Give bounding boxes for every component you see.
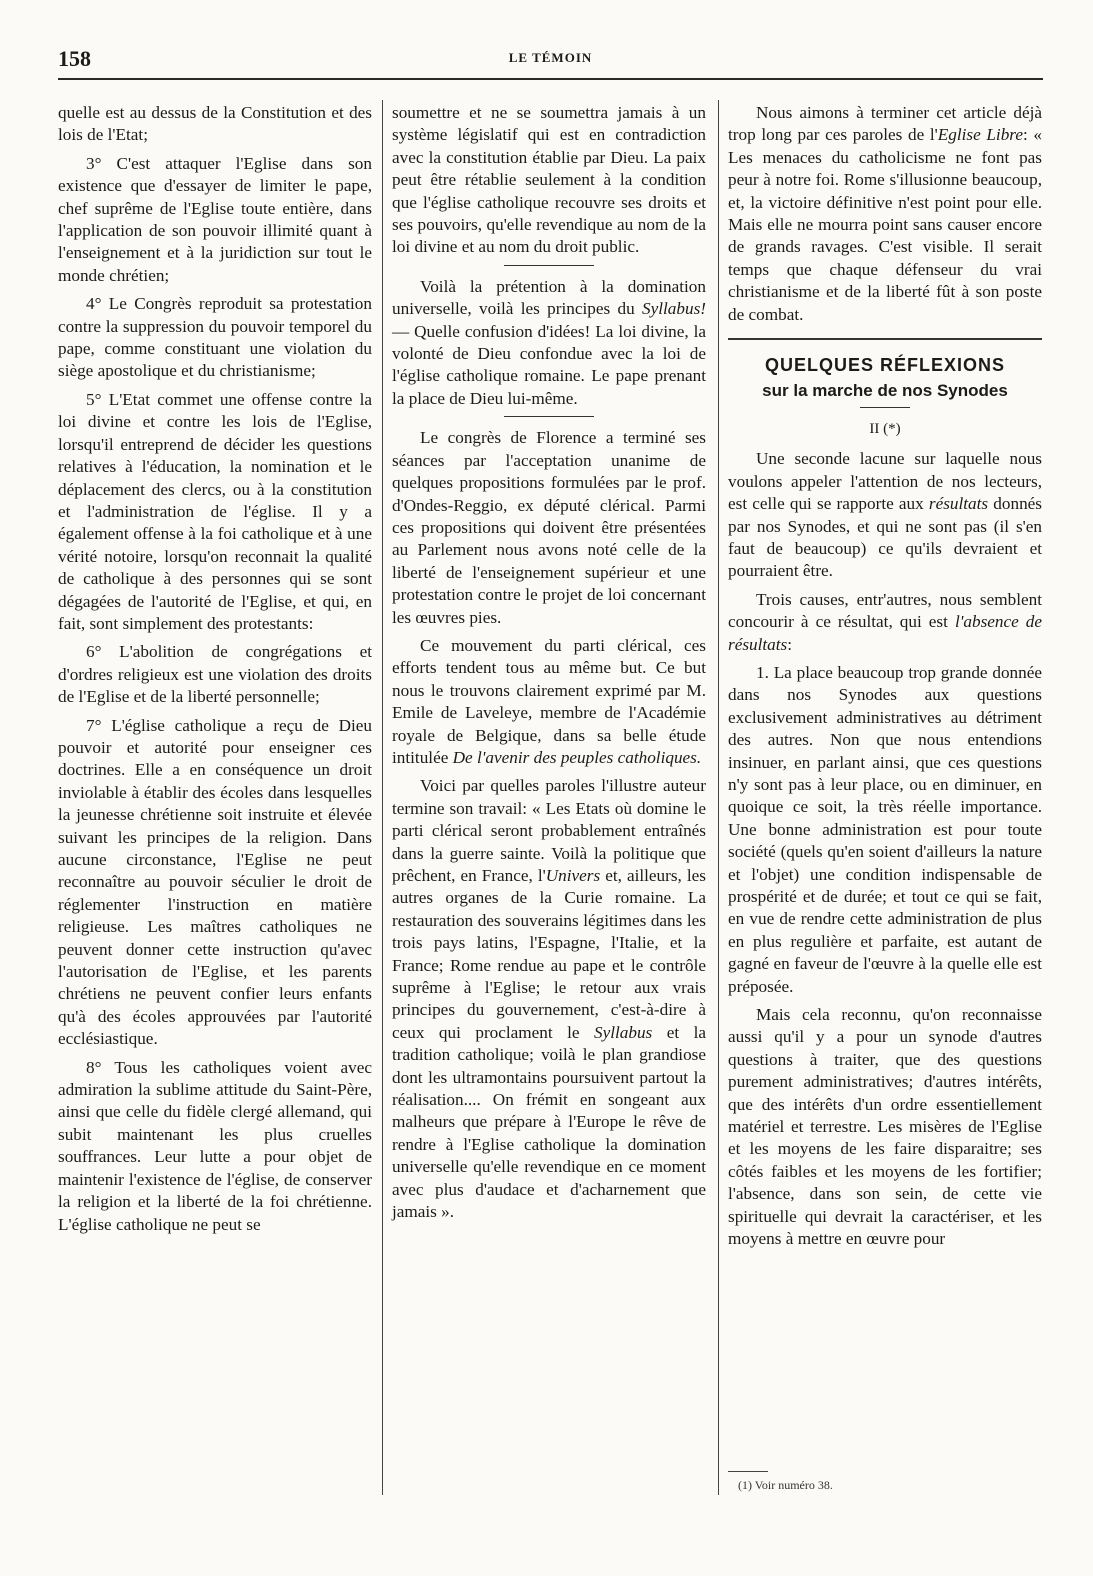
paragraph: Mais cela reconnu, qu'on reconnaisse aussi qu'il y a pour un synode d'autres questions à traiter, que des questions purement administratives; d'autres intérêts, que des intérêts d'un ordre essentiellement matériel et terrestre. Les misères de l'Eglise et les moyens de les faire disparaitre; ses côtés faibles et les moyens de les fortifier; l'absence, dans son sein, de cette vie spirituelle qui devrait la caractériser, et les moyens à mettre en œuvre pour (728, 1005, 1042, 1249)
paragraph: 1. La place beaucoup trop grande donnée dans nos Synodes aux questions exclusivement administratives au détriment des autres. Non que nous entendions insinuer, en parlant ainsi, que ces questions n'y sont pas à leur place, ou en diminuer, en quoique ce soit, la très réelle importance. Une bonne administration est pour toute société (quels qu'en soient d'ailleurs la nature et l'objet) une condition indispensable de prospérité et de durée; et tout ce qui se fait, en vue de rendre cette administration de plus en plus regulière et parfaite, est autant de gagné en faveur de l'œuvre à la quelle elle est préposée. (728, 662, 1042, 996)
column-3 (728, 102, 1042, 1257)
separator (504, 416, 594, 417)
paragraph: 4° Le Congrès reproduit sa protestation contre la suppression du pouvoir temporel du pape, comme constituant une violation du siège apostolique et du christianisme; (58, 294, 372, 381)
header-rule (58, 78, 1043, 80)
column-divider (382, 100, 383, 1495)
paragraph: soumettre et ne se soumettra jamais à un système législatif qui est en contradiction avec la constitution établie par Dieu. La paix peut être rétablie seulement à la condition que l'église catholique recouvre ses droits et ses pouvoirs, qu'elle revendique au nom de la loi divine et au nom du droit public. (392, 103, 706, 257)
paragraph: Le congrès de Florence a terminé ses séances par l'acceptation unanime de quelques propositions formulées par le prof. d'Ondes-Reggio, ex député clérical. Parmi ces propositions qui doivent être présentées au Parlement nous avons noté celle de la liberté de l'enseignement supérieur et une protestation contre le projet de loi concernant les œuvres pies. (392, 428, 706, 627)
section-rule (728, 338, 1042, 340)
section-subtitle: sur la marche de nos Synodes (762, 381, 1008, 401)
footnote: (1) Voir numéro 38. (738, 1478, 833, 1492)
column-2 (392, 102, 706, 1230)
separator (860, 407, 910, 408)
page-header (58, 44, 1043, 74)
page-number: 158 (58, 46, 91, 71)
paragraph: Trois causes, entr'autres, nous semblent concourir à ce résultat, qui est l'absence de résultats: (728, 589, 1043, 654)
section-title: QUELQUES RÉFLEXIONS (764, 355, 1006, 376)
paragraph: quelle est au dessus de la Constitution et des lois de l'Etat; (58, 103, 372, 145)
footnote-rule (728, 1471, 768, 1472)
column-divider (718, 100, 719, 1495)
paragraph: Voilà la prétention à la domination universelle, voilà les principes du Syllabus! — Quelle confusion d'idées! La loi divine, la volonté de Dieu confondue avec la loi de l'église catholique romaine. Le pape prenant la place de Dieu lui-même. (392, 276, 706, 408)
paragraph: 7° L'église catholique a reçu de Dieu pouvoir et autorité pour enseigner ces doctrines. Elle a en conséquence un droit inviolable à établir des écoles dans lesquelles la jeunesse chrétienne soit instruite et élevée suivant les principes de la religion. Dans aucune circonstance, l'Eglise ne peut reconnaître au pouvoir séculier le droit de réglementer l'instruction en matière religieuse. Les maîtres catholiques ne peuvent donner cette instruction qu'avec l'autorisation de l'Eglise, et les parents chrétiens ne peuvent confier leurs enfants qu'à des écoles approuvées par l'autorité ecclésiastique. (58, 715, 372, 1049)
paragraph: 3° C'est attaquer l'Eglise dans son existence que d'essayer de limiter le pape, chef suprême de l'Eglise toute entière, dans l'application de son pouvoir illimité quant à l'enseignement et à la juridiction sur tout le monde chrétien; (58, 153, 372, 285)
separator (504, 265, 594, 266)
paragraph: 8° Tous les catholiques voient avec admiration la sublime attitude du Saint-Père, ainsi que celle du fidèle clergé allemand, qui subit maintenant les plus cruelles souffrances. Leur lutte a pour objet de maintenir l'existence de l'église, de conserver la religion et la liberté de la foi chrétienne. L'église catholique ne peut se (58, 1057, 372, 1234)
paragraph: Une seconde lacune sur laquelle nous voulons appeler l'attention de nos lecteurs, est celle qui se rapporte aux résultats donnés par nos Synodes, et qui ne sont pas (il s'en faut de beaucoup) ce qu'ils devraient et pourraient être. (728, 449, 1042, 581)
section-number: II (*) (869, 420, 901, 437)
paragraph: Ce mouvement du parti clérical, ces efforts tendent tous au même but. Ce but nous le trouvons clairement exprimé par M. Emile de Laveleye, membre de l'Académie royale de Belgique, dans sa belle étude intitulée De l'avenir des peuples catholiques. (392, 635, 706, 767)
paragraph: Voici par quelles paroles l'illustre auteur termine son travail: « Les Etats où domine le parti clérical seront probablement entraînés dans la guerre sainte. Voilà la politique que prêchent, en France, l'Univers et, ailleurs, les autres organes de la Curie romaine. La restauration des souverains légitimes dans les trois pays latins, l'Espagne, l'Italie, et la France; Rome rendue au pape et le contrôle suprême à l'Eglise; le retour aux vrais principes du gouvernement, c'est-à-dire à ceux qui proclament le Syllabus et la tradition catholique; voilà le plan grandiose dont les ultramontains poursuivent partout la réalisation.... On frémit en songeant aux malheurs que prépare à l'Europe le rêve de rendre à l'Eglise catholique la domination universelle qu'elle revendique en ce moment avec plus d'audace et d'acharnement que jamais ». (392, 776, 706, 1222)
paragraph: 6° L'abolition de congrégations et d'ordres religieux est une violation des droits de l'Eglise et de la liberté personnelle; (58, 642, 372, 707)
paragraph: Nous aimons à terminer cet article déjà trop long par ces paroles de l'Eglise Libre: « Les menaces du catholicisme ne font pas peur à notre foi. Rome s'illusionne beaucoup, et, la victoire définitive n'est point pour elle. Mais elle ne mourra point sans causer encore de grands ravages. C'est visible. Il serait temps que chaque défenseur du vrai christianisme et de la liberté fût à son poste de combat. (728, 103, 1042, 324)
column-1 (58, 102, 372, 1242)
paragraph: 5° L'Etat commet une offense contre la loi divine et contre les lois de l'Eglise, lorsqu'il entreprend de décider les questions relatives à l'éducation, la nomination et le déplacement des clercs, ou à la constitution et l'administration de l'église. Il y a également offense à la foi catholique et à une vérité notoire, lorsqu'on reconnait la qualité de catholique à des personnes qui se sont dégagées de l'autorité de l'Eglise, et qui, en fait, sont simplement des protestants: (58, 389, 372, 633)
journal-title: LE TÉMOIN (508, 50, 593, 65)
